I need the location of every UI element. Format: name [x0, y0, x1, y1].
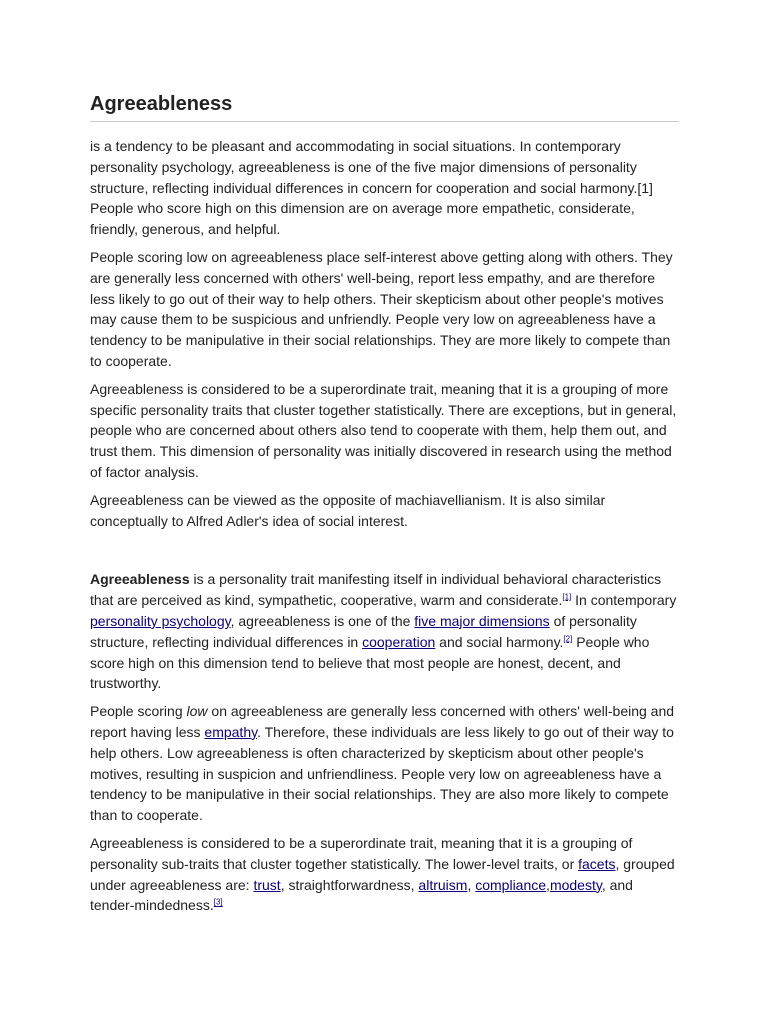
text-span: ,: [546, 876, 550, 893]
link-five-major-dimensions[interactable]: five major dimensions: [414, 612, 550, 629]
summary-paragraph-3: Agreeableness is considered to be a superordinate trait, meaning that it is a grouping of more specific personality traits that cluster together statistically. There are exceptions, but in general, people who are concerned about others also tend to cooperate with them, help them out, and trust them. This dimension of personality was initially discovered in research using the method of factor analysis.: [90, 380, 677, 480]
link-trust[interactable]: trust: [253, 876, 281, 893]
citation-ref-2: [563, 634, 572, 643]
citation-ref-1: [562, 592, 571, 601]
section-summary: [90, 136, 679, 531]
link-compliance[interactable]: compliance: [475, 876, 547, 893]
text-span: People who score high on this dimension tend to believe that most people are honest, decent, and trustworthy.: [90, 633, 650, 692]
text-span: . Therefore, these individuals are less likely to go out of their way to help others. Low agreeableness is often characterized by skepticism about other people's motives, resulting in suspicion and unfriendliness. People very low on agreeableness have a tendency to be manipulative in their social relationships. They are also more likely to compete than to cooperate.: [90, 723, 674, 824]
link-personality-psychology[interactable]: personality psychology: [90, 612, 231, 629]
text-span: and social harmony.: [435, 633, 564, 650]
link-empathy[interactable]: empathy: [204, 723, 258, 740]
section-article: [90, 569, 679, 916]
article-paragraph-1: [90, 569, 679, 694]
text-span: , and tender-mindedness.: [90, 876, 633, 914]
text-span: ,: [467, 876, 476, 893]
link-cooperation[interactable]: cooperation: [362, 633, 436, 650]
article-content: [90, 91, 679, 916]
link-altruism[interactable]: altruism: [418, 876, 468, 893]
text-span: , straightforwardness,: [280, 876, 419, 893]
citation-link-1[interactable]: [1]: [562, 592, 572, 602]
summary-paragraph-4: Agreeableness can be viewed as the opposite of machiavellianism. It is also similar conceptually to Alfred Adler's idea of social interest.: [90, 491, 606, 529]
link-modesty[interactable]: modesty: [549, 876, 602, 893]
text-span: is a personality trait manifesting itself in individual behavioral characteristics that are perceived as kind, sympathetic, cooperative, warm and considerate.: [90, 571, 662, 609]
citation-ref-3: [214, 898, 223, 907]
text-span: of personality structure, reflecting individual differences in: [90, 612, 637, 650]
article-paragraph-3: [90, 833, 679, 916]
italic-term: low: [186, 703, 208, 720]
text-span: , grouped under agreeableness are:: [90, 855, 675, 893]
text-span: Agreeableness is considered to be a superordinate trait, meaning that it is a grouping of personality sub-traits that cluster together statistically. The lower-level traits, or: [90, 834, 633, 872]
text-span: People scoring: [90, 703, 187, 720]
text-span: , agreeableness is one of the: [230, 612, 415, 629]
text-span: on agreeableness are generally less concerned with others' well-being and report having less: [90, 703, 675, 740]
article-paragraph-2: [90, 701, 679, 826]
link-facets[interactable]: facets: [578, 855, 616, 872]
text-span: In contemporary: [571, 592, 677, 609]
citation-link-2[interactable]: [2]: [563, 634, 573, 644]
summary-paragraph-1: is a tendency to be pleasant and accommodating in social situations. In contemporary personality psychology, agreeableness is one of the five major dimensions of personality structure, reflecting individual differences in concern for cooperation and social harmony.[1] People who score high on this dimension are on average more empathetic, considerate, friendly, generous, and helpful.: [90, 138, 653, 238]
summary-paragraph-2: People scoring low on agreeableness place self-interest above getting along with others. They are generally less concerned with others' well-being, report less empathy, and are therefore less likely to go out of their way to help others. Their skepticism about other people's motives may cause them to be suspicious and unfriendly. People very low on agreeableness have a tendency to be manipulative in their social relationships. They are more likely to compete than to cooperate.: [90, 248, 673, 369]
citation-link-3[interactable]: [3]: [213, 897, 223, 907]
page-title: Agreeableness: [90, 91, 679, 122]
bold-term: Agreeableness: [90, 571, 190, 588]
